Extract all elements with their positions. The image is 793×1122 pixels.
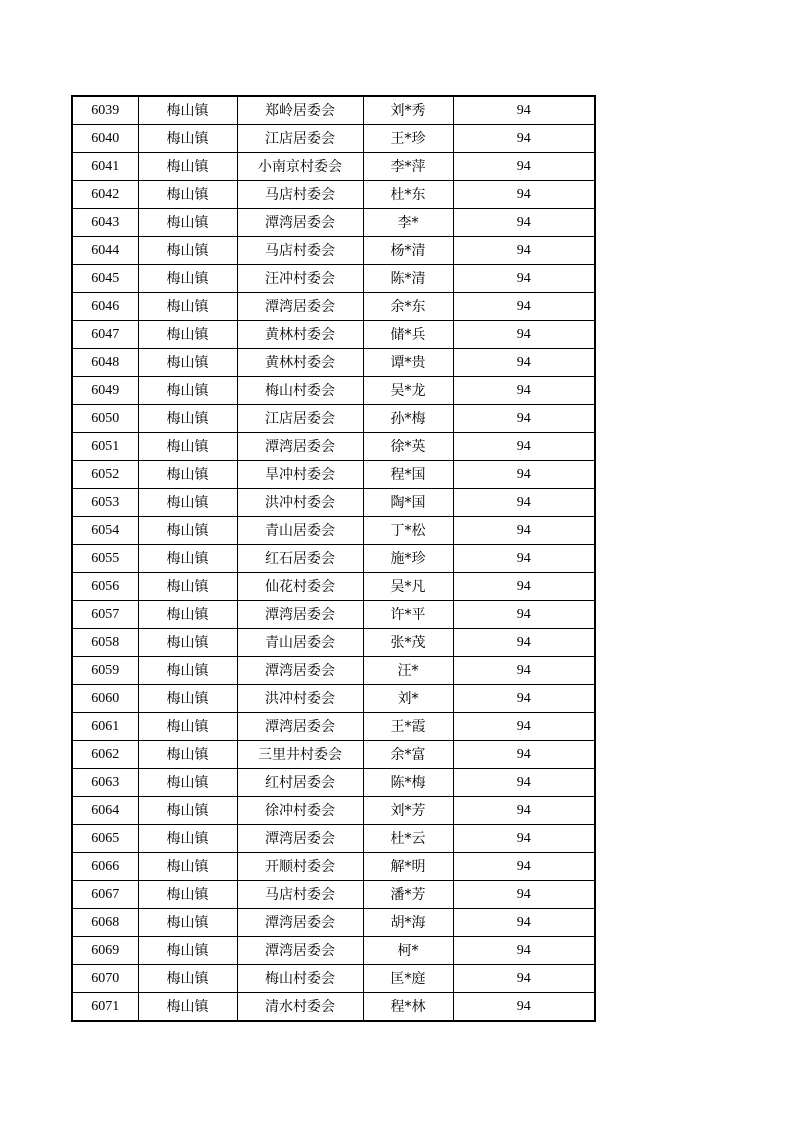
record-id-cell: 6067 <box>72 881 138 909</box>
name-cell: 刘*秀 <box>363 96 453 125</box>
table-row <box>72 153 595 181</box>
score-cell: 94 <box>453 293 595 321</box>
committee-cell: 红村居委会 <box>237 769 363 797</box>
committee-cell: 三里井村委会 <box>237 741 363 769</box>
record-id-cell: 6044 <box>72 237 138 265</box>
record-id-cell: 6071 <box>72 993 138 1022</box>
record-id-cell: 6059 <box>72 657 138 685</box>
record-id-cell: 6049 <box>72 377 138 405</box>
name-cell: 程*国 <box>363 461 453 489</box>
town-cell: 梅山镇 <box>138 993 237 1022</box>
record-id-cell: 6043 <box>72 209 138 237</box>
record-id-cell: 6054 <box>72 517 138 545</box>
record-id-cell: 6062 <box>72 741 138 769</box>
name-cell: 储*兵 <box>363 321 453 349</box>
town-cell: 梅山镇 <box>138 293 237 321</box>
record-id-cell: 6053 <box>72 489 138 517</box>
score-cell: 94 <box>453 153 595 181</box>
score-cell: 94 <box>453 377 595 405</box>
table-row <box>72 293 595 321</box>
name-cell: 谭*贵 <box>363 349 453 377</box>
table-row <box>72 517 595 545</box>
committee-cell: 潭湾居委会 <box>237 601 363 629</box>
name-cell: 程*林 <box>363 993 453 1022</box>
town-cell: 梅山镇 <box>138 825 237 853</box>
score-cell: 94 <box>453 321 595 349</box>
town-cell: 梅山镇 <box>138 937 237 965</box>
table-row <box>72 937 595 965</box>
town-cell: 梅山镇 <box>138 181 237 209</box>
committee-cell: 郑岭居委会 <box>237 96 363 125</box>
table-row <box>72 629 595 657</box>
table-row <box>72 741 595 769</box>
name-cell: 陈*清 <box>363 265 453 293</box>
score-cell: 94 <box>453 545 595 573</box>
record-id-cell: 6056 <box>72 573 138 601</box>
table-row <box>72 685 595 713</box>
name-cell: 李*萍 <box>363 153 453 181</box>
committee-cell: 小南京村委会 <box>237 153 363 181</box>
record-id-cell: 6046 <box>72 293 138 321</box>
committee-cell: 徐冲村委会 <box>237 797 363 825</box>
committee-cell: 潭湾居委会 <box>237 293 363 321</box>
town-cell: 梅山镇 <box>138 685 237 713</box>
score-cell: 94 <box>453 601 595 629</box>
table-row <box>72 405 595 433</box>
town-cell: 梅山镇 <box>138 96 237 125</box>
score-cell: 94 <box>453 937 595 965</box>
score-cell: 94 <box>453 993 595 1022</box>
score-cell: 94 <box>453 965 595 993</box>
town-cell: 梅山镇 <box>138 573 237 601</box>
score-cell: 94 <box>453 685 595 713</box>
name-cell: 潘*芳 <box>363 881 453 909</box>
name-cell: 李* <box>363 209 453 237</box>
record-id-cell: 6060 <box>72 685 138 713</box>
town-cell: 梅山镇 <box>138 713 237 741</box>
score-cell: 94 <box>453 433 595 461</box>
town-cell: 梅山镇 <box>138 769 237 797</box>
score-cell: 94 <box>453 909 595 937</box>
town-cell: 梅山镇 <box>138 461 237 489</box>
table-row <box>72 349 595 377</box>
table-row <box>72 825 595 853</box>
name-cell: 吴*龙 <box>363 377 453 405</box>
table-row <box>72 461 595 489</box>
score-cell: 94 <box>453 713 595 741</box>
name-cell: 施*珍 <box>363 545 453 573</box>
table-row <box>72 321 595 349</box>
name-cell: 徐*英 <box>363 433 453 461</box>
name-cell: 王*珍 <box>363 125 453 153</box>
committee-cell: 潭湾居委会 <box>237 209 363 237</box>
town-cell: 梅山镇 <box>138 657 237 685</box>
name-cell: 余*东 <box>363 293 453 321</box>
record-id-cell: 6047 <box>72 321 138 349</box>
name-cell: 杜*东 <box>363 181 453 209</box>
name-cell: 许*平 <box>363 601 453 629</box>
score-cell: 94 <box>453 657 595 685</box>
town-cell: 梅山镇 <box>138 125 237 153</box>
record-id-cell: 6057 <box>72 601 138 629</box>
name-cell: 汪* <box>363 657 453 685</box>
record-id-cell: 6045 <box>72 265 138 293</box>
record-id-cell: 6068 <box>72 909 138 937</box>
score-cell: 94 <box>453 125 595 153</box>
table-row <box>72 489 595 517</box>
committee-cell: 江店居委会 <box>237 125 363 153</box>
town-cell: 梅山镇 <box>138 517 237 545</box>
town-cell: 梅山镇 <box>138 545 237 573</box>
name-cell: 刘*芳 <box>363 797 453 825</box>
record-id-cell: 6058 <box>72 629 138 657</box>
score-cell: 94 <box>453 349 595 377</box>
town-cell: 梅山镇 <box>138 321 237 349</box>
committee-cell: 仙花村委会 <box>237 573 363 601</box>
committee-cell: 江店居委会 <box>237 405 363 433</box>
name-cell: 匡*庭 <box>363 965 453 993</box>
score-cell: 94 <box>453 853 595 881</box>
record-id-cell: 6063 <box>72 769 138 797</box>
committee-cell: 潭湾居委会 <box>237 825 363 853</box>
name-cell: 余*富 <box>363 741 453 769</box>
table-row <box>72 881 595 909</box>
table-row <box>72 209 595 237</box>
committee-cell: 青山居委会 <box>237 517 363 545</box>
record-id-cell: 6061 <box>72 713 138 741</box>
score-cell: 94 <box>453 741 595 769</box>
table-row <box>72 965 595 993</box>
committee-cell: 洪冲村委会 <box>237 489 363 517</box>
score-cell: 94 <box>453 237 595 265</box>
table-row <box>72 545 595 573</box>
table-row <box>72 797 595 825</box>
town-cell: 梅山镇 <box>138 237 237 265</box>
record-id-cell: 6064 <box>72 797 138 825</box>
town-cell: 梅山镇 <box>138 433 237 461</box>
committee-cell: 马店村委会 <box>237 181 363 209</box>
table-row <box>72 181 595 209</box>
score-cell: 94 <box>453 573 595 601</box>
table-row <box>72 769 595 797</box>
town-cell: 梅山镇 <box>138 601 237 629</box>
name-cell: 杜*云 <box>363 825 453 853</box>
committee-cell: 潭湾居委会 <box>237 657 363 685</box>
committee-cell: 旱冲村委会 <box>237 461 363 489</box>
committee-cell: 潭湾居委会 <box>237 909 363 937</box>
committee-cell: 黄林村委会 <box>237 349 363 377</box>
score-cell: 94 <box>453 629 595 657</box>
score-cell: 94 <box>453 769 595 797</box>
score-cell: 94 <box>453 489 595 517</box>
committee-cell: 开顺村委会 <box>237 853 363 881</box>
table-row <box>72 573 595 601</box>
town-cell: 梅山镇 <box>138 909 237 937</box>
town-cell: 梅山镇 <box>138 853 237 881</box>
score-cell: 94 <box>453 461 595 489</box>
score-cell: 94 <box>453 405 595 433</box>
committee-cell: 黄林村委会 <box>237 321 363 349</box>
name-cell: 陈*梅 <box>363 769 453 797</box>
score-cell: 94 <box>453 825 595 853</box>
table-row <box>72 909 595 937</box>
record-id-cell: 6040 <box>72 125 138 153</box>
name-cell: 杨*清 <box>363 237 453 265</box>
committee-cell: 潭湾居委会 <box>237 433 363 461</box>
town-cell: 梅山镇 <box>138 881 237 909</box>
name-cell: 王*霞 <box>363 713 453 741</box>
name-cell: 丁*松 <box>363 517 453 545</box>
table-row <box>72 853 595 881</box>
committee-cell: 红石居委会 <box>237 545 363 573</box>
record-id-cell: 6048 <box>72 349 138 377</box>
score-cell: 94 <box>453 265 595 293</box>
town-cell: 梅山镇 <box>138 797 237 825</box>
name-cell: 解*明 <box>363 853 453 881</box>
committee-cell: 梅山村委会 <box>237 377 363 405</box>
table-row <box>72 713 595 741</box>
record-id-cell: 6042 <box>72 181 138 209</box>
town-cell: 梅山镇 <box>138 741 237 769</box>
record-id-cell: 6052 <box>72 461 138 489</box>
name-cell: 吴*凡 <box>363 573 453 601</box>
record-id-cell: 6051 <box>72 433 138 461</box>
name-cell: 孙*梅 <box>363 405 453 433</box>
score-cell: 94 <box>453 797 595 825</box>
committee-cell: 潭湾居委会 <box>237 713 363 741</box>
committee-cell: 汪冲村委会 <box>237 265 363 293</box>
town-cell: 梅山镇 <box>138 405 237 433</box>
table-row <box>72 377 595 405</box>
committee-cell: 梅山村委会 <box>237 965 363 993</box>
record-id-cell: 6039 <box>72 96 138 125</box>
table-row <box>72 993 595 1022</box>
committee-cell: 青山居委会 <box>237 629 363 657</box>
town-cell: 梅山镇 <box>138 377 237 405</box>
name-cell: 刘* <box>363 685 453 713</box>
table-row <box>72 237 595 265</box>
score-cell: 94 <box>453 881 595 909</box>
town-cell: 梅山镇 <box>138 965 237 993</box>
score-cell: 94 <box>453 209 595 237</box>
town-cell: 梅山镇 <box>138 629 237 657</box>
town-cell: 梅山镇 <box>138 265 237 293</box>
town-cell: 梅山镇 <box>138 349 237 377</box>
committee-cell: 潭湾居委会 <box>237 937 363 965</box>
record-id-cell: 6055 <box>72 545 138 573</box>
records-table-body <box>72 96 595 1021</box>
records-table <box>71 95 596 1022</box>
town-cell: 梅山镇 <box>138 209 237 237</box>
committee-cell: 洪冲村委会 <box>237 685 363 713</box>
table-row <box>72 96 595 125</box>
table-row <box>72 657 595 685</box>
committee-cell: 马店村委会 <box>237 881 363 909</box>
table-row <box>72 433 595 461</box>
score-cell: 94 <box>453 517 595 545</box>
name-cell: 胡*海 <box>363 909 453 937</box>
record-id-cell: 6066 <box>72 853 138 881</box>
town-cell: 梅山镇 <box>138 153 237 181</box>
name-cell: 陶*国 <box>363 489 453 517</box>
table-row <box>72 265 595 293</box>
record-id-cell: 6070 <box>72 965 138 993</box>
table-row <box>72 125 595 153</box>
record-id-cell: 6069 <box>72 937 138 965</box>
record-id-cell: 6041 <box>72 153 138 181</box>
score-cell: 94 <box>453 96 595 125</box>
record-id-cell: 6050 <box>72 405 138 433</box>
score-cell: 94 <box>453 181 595 209</box>
town-cell: 梅山镇 <box>138 489 237 517</box>
record-id-cell: 6065 <box>72 825 138 853</box>
table-row <box>72 601 595 629</box>
committee-cell: 马店村委会 <box>237 237 363 265</box>
committee-cell: 清水村委会 <box>237 993 363 1022</box>
name-cell: 张*茂 <box>363 629 453 657</box>
name-cell: 柯* <box>363 937 453 965</box>
